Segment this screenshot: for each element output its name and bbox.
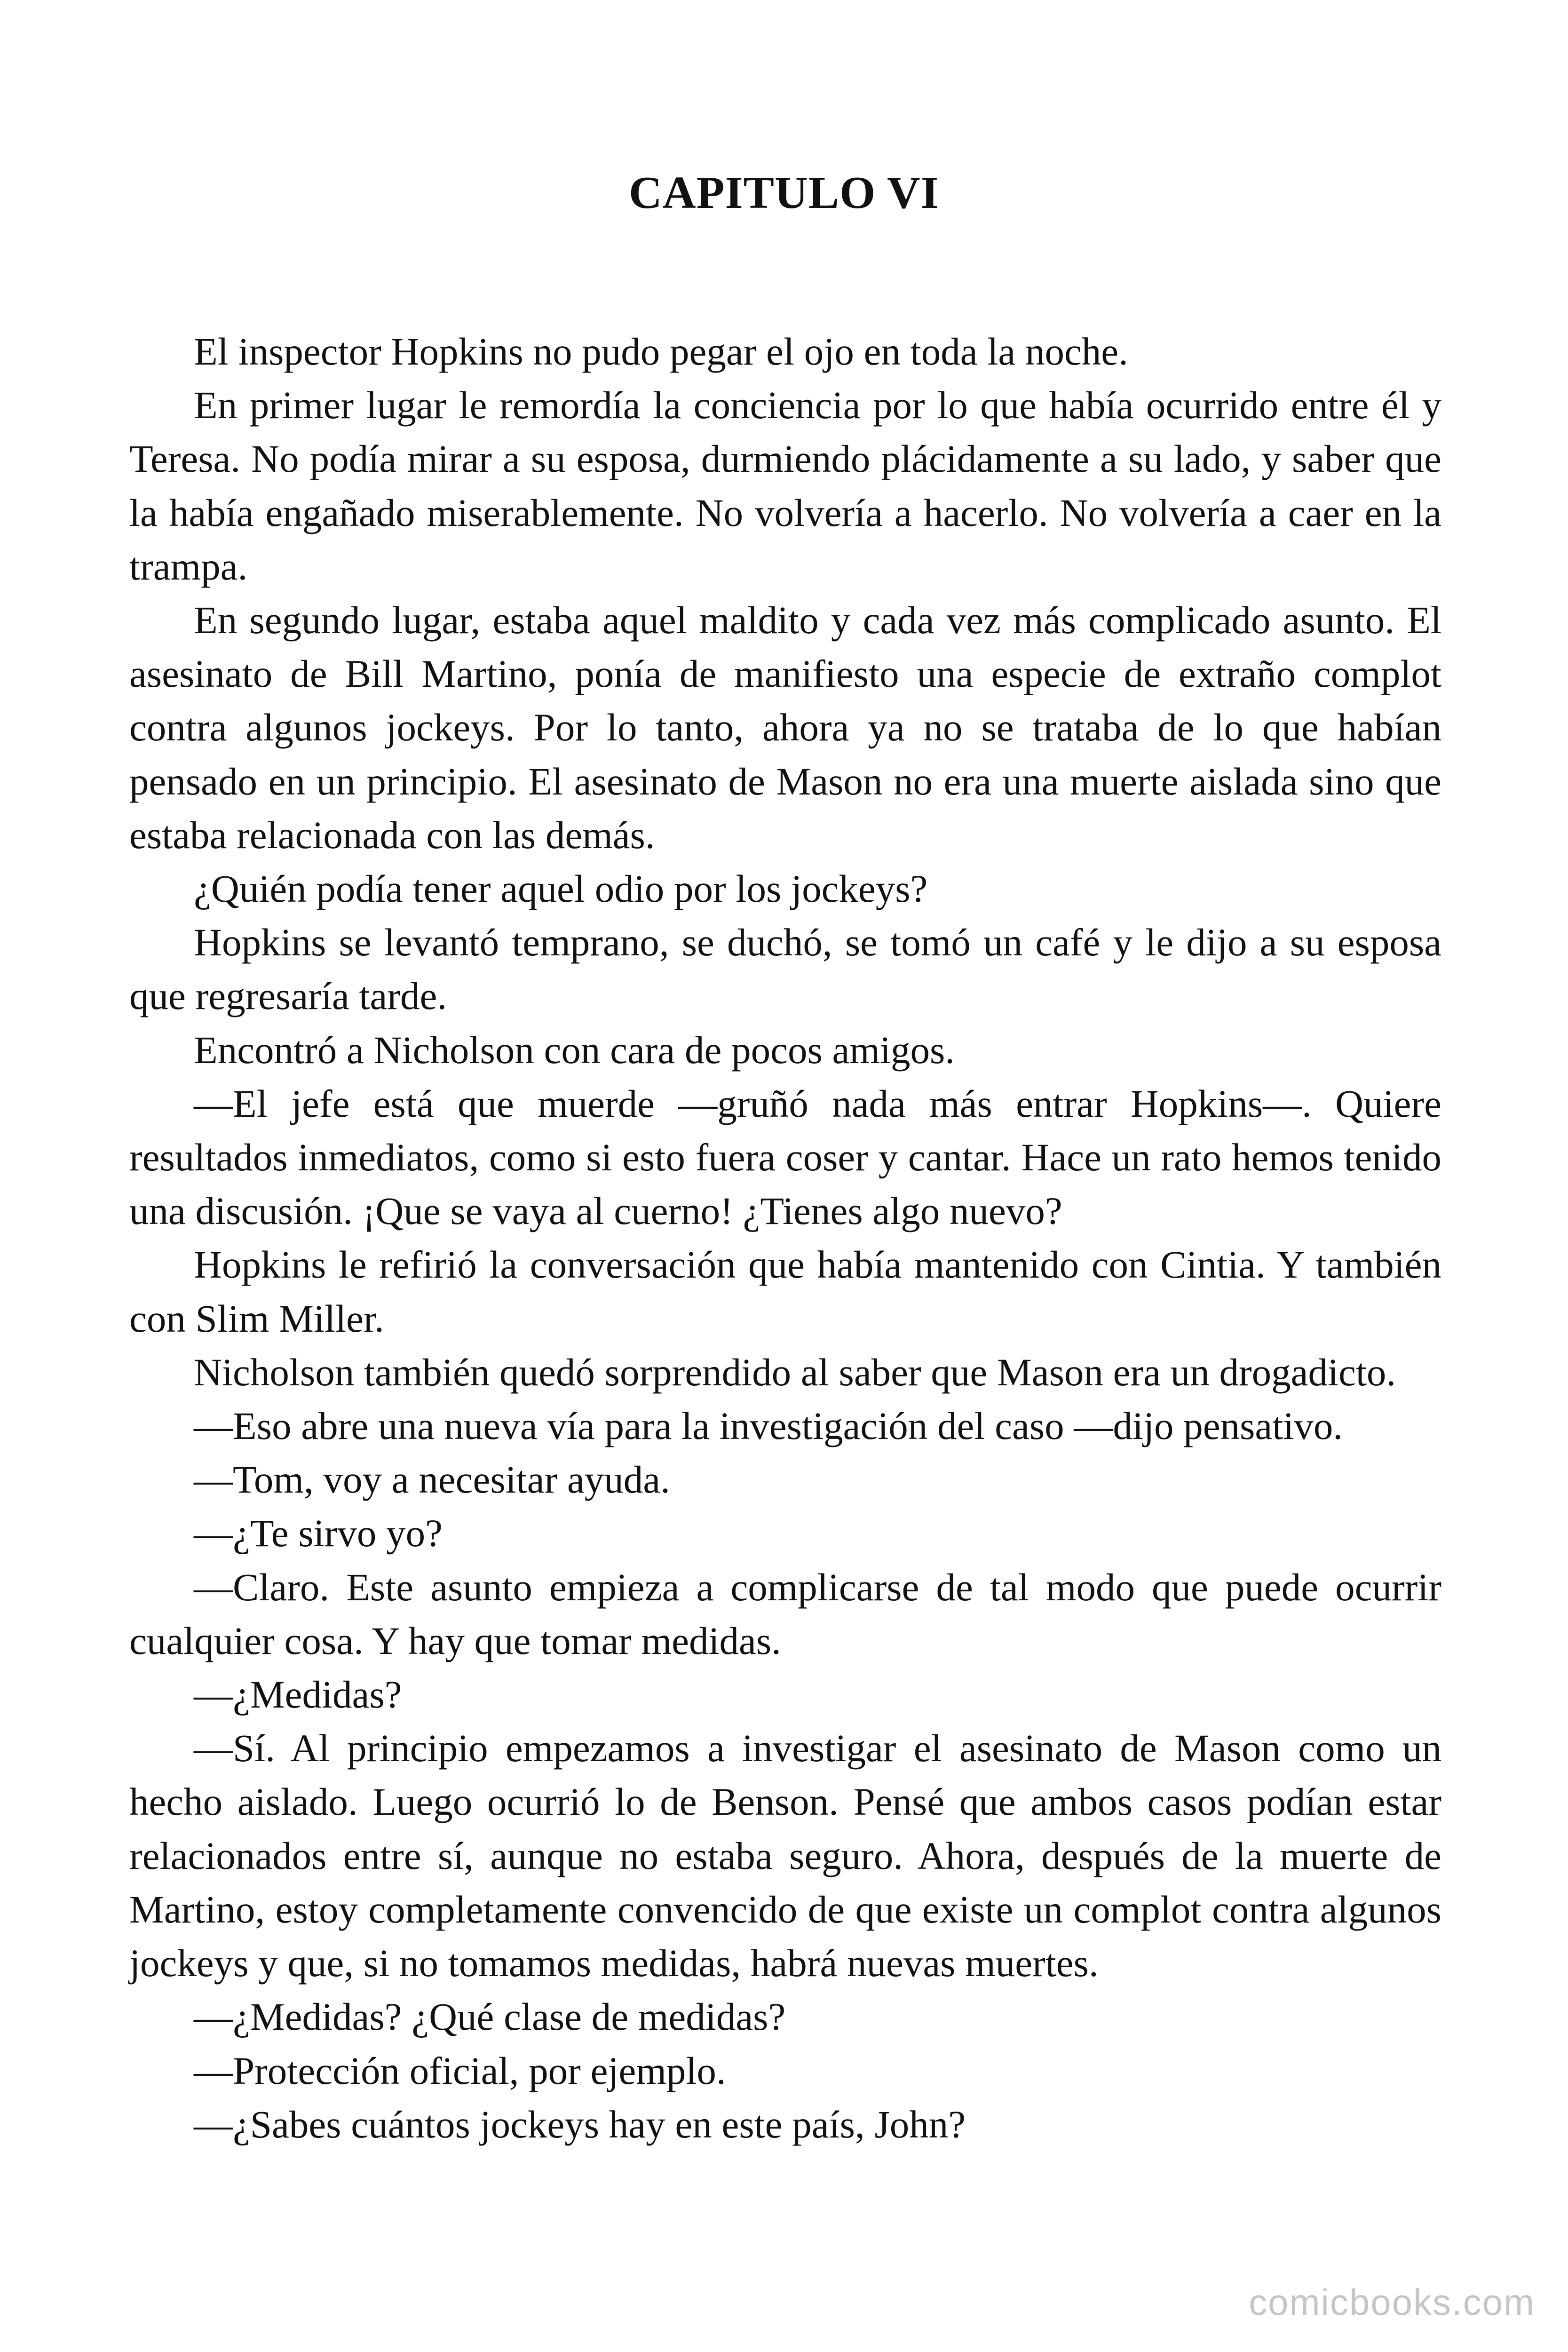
paragraph: ¿Quién podía tener aquel odio por los jockeys?	[194, 867, 928, 911]
paragraph: —¿Medidas? ¿Qué clase de medidas?	[194, 1995, 786, 2039]
paragraph: —¿Te sirvo yo?	[194, 1511, 443, 1555]
watermark: comicbooks.com	[1249, 2281, 1535, 2323]
paragraph: —¿Sabes cuántos jockeys hay en este país, John?	[194, 2102, 966, 2146]
paragraph: Hopkins se levantó temprano, se duchó, se tomó un café y le dijo a su esposa que regresaría tarde.	[129, 921, 1441, 1018]
paragraph: —Protección oficial, por ejemplo.	[194, 2049, 726, 2092]
paragraph: —¿Medidas?	[194, 1673, 402, 1716]
paragraph: —El jefe está que muerde —gruñó nada más entrar Hopkins—. Quiere resultados inmediatos, como si esto fuera coser y cantar. Hace un rato hemos tenido una discusión. ¡Que se vaya al cuerno! ¿Tienes algo nuevo?	[129, 1081, 1441, 1233]
paragraph: —Eso abre una nueva vía para la investigación del caso —dijo pensativo.	[194, 1404, 1343, 1448]
paragraph: Encontró a Nicholson con cara de pocos amigos.	[194, 1028, 955, 1072]
paragraph: —Claro. Este asunto empieza a complicarse de tal modo que puede ocurrir cualquier cosa. Y hay que tomar medidas.	[129, 1565, 1441, 1662]
paragraph: El inspector Hopkins no pudo pegar el ojo en toda la noche.	[194, 330, 1128, 373]
paragraph: En segundo lugar, estaba aquel maldito y cada vez más complicado asunto. El asesinato de Bill Martino, ponía de manifiesto una especie de extraño complot contra algunos jockeys. Por lo tanto, ahora ya no se trataba de lo que habían pensado en un principio. El asesinato de Mason no era una muerte aislada sino que estaba relacionada con las demás.	[129, 598, 1441, 857]
paragraph: En primer lugar le remordía la conciencia por lo que había ocurrido entre él y Teresa. No podía mirar a su esposa, durmiendo plácidamente a su lado, y saber que la había engañado miserablemente. No volvería a hacerlo. No volvería a caer en la trampa.	[129, 383, 1441, 588]
chapter-body	[129, 325, 1441, 2151]
paragraph: Hopkins le refirió la conversación que había mantenido con Cintia. Y también con Slim Miller.	[129, 1243, 1441, 1340]
chapter-title: CAPITULO VI	[629, 167, 939, 218]
paragraph: Nicholson también quedó sorprendido al saber que Mason era un drogadicto.	[194, 1350, 1396, 1394]
paragraph: —Tom, voy a necesitar ayuda.	[194, 1458, 670, 1502]
paragraph: —Sí. Al principio empezamos a investigar el asesinato de Mason como un hecho aislado. Luego ocurrió lo de Benson. Pensé que ambos casos podían estar relacionados entre sí, aunque no estaba seguro. Ahora, después de la muerte de Martino, estoy completamente convencido de que existe un complot contra algunos jockeys y que, si no tomamos medidas, habrá nuevas muertes.	[129, 1726, 1441, 1985]
